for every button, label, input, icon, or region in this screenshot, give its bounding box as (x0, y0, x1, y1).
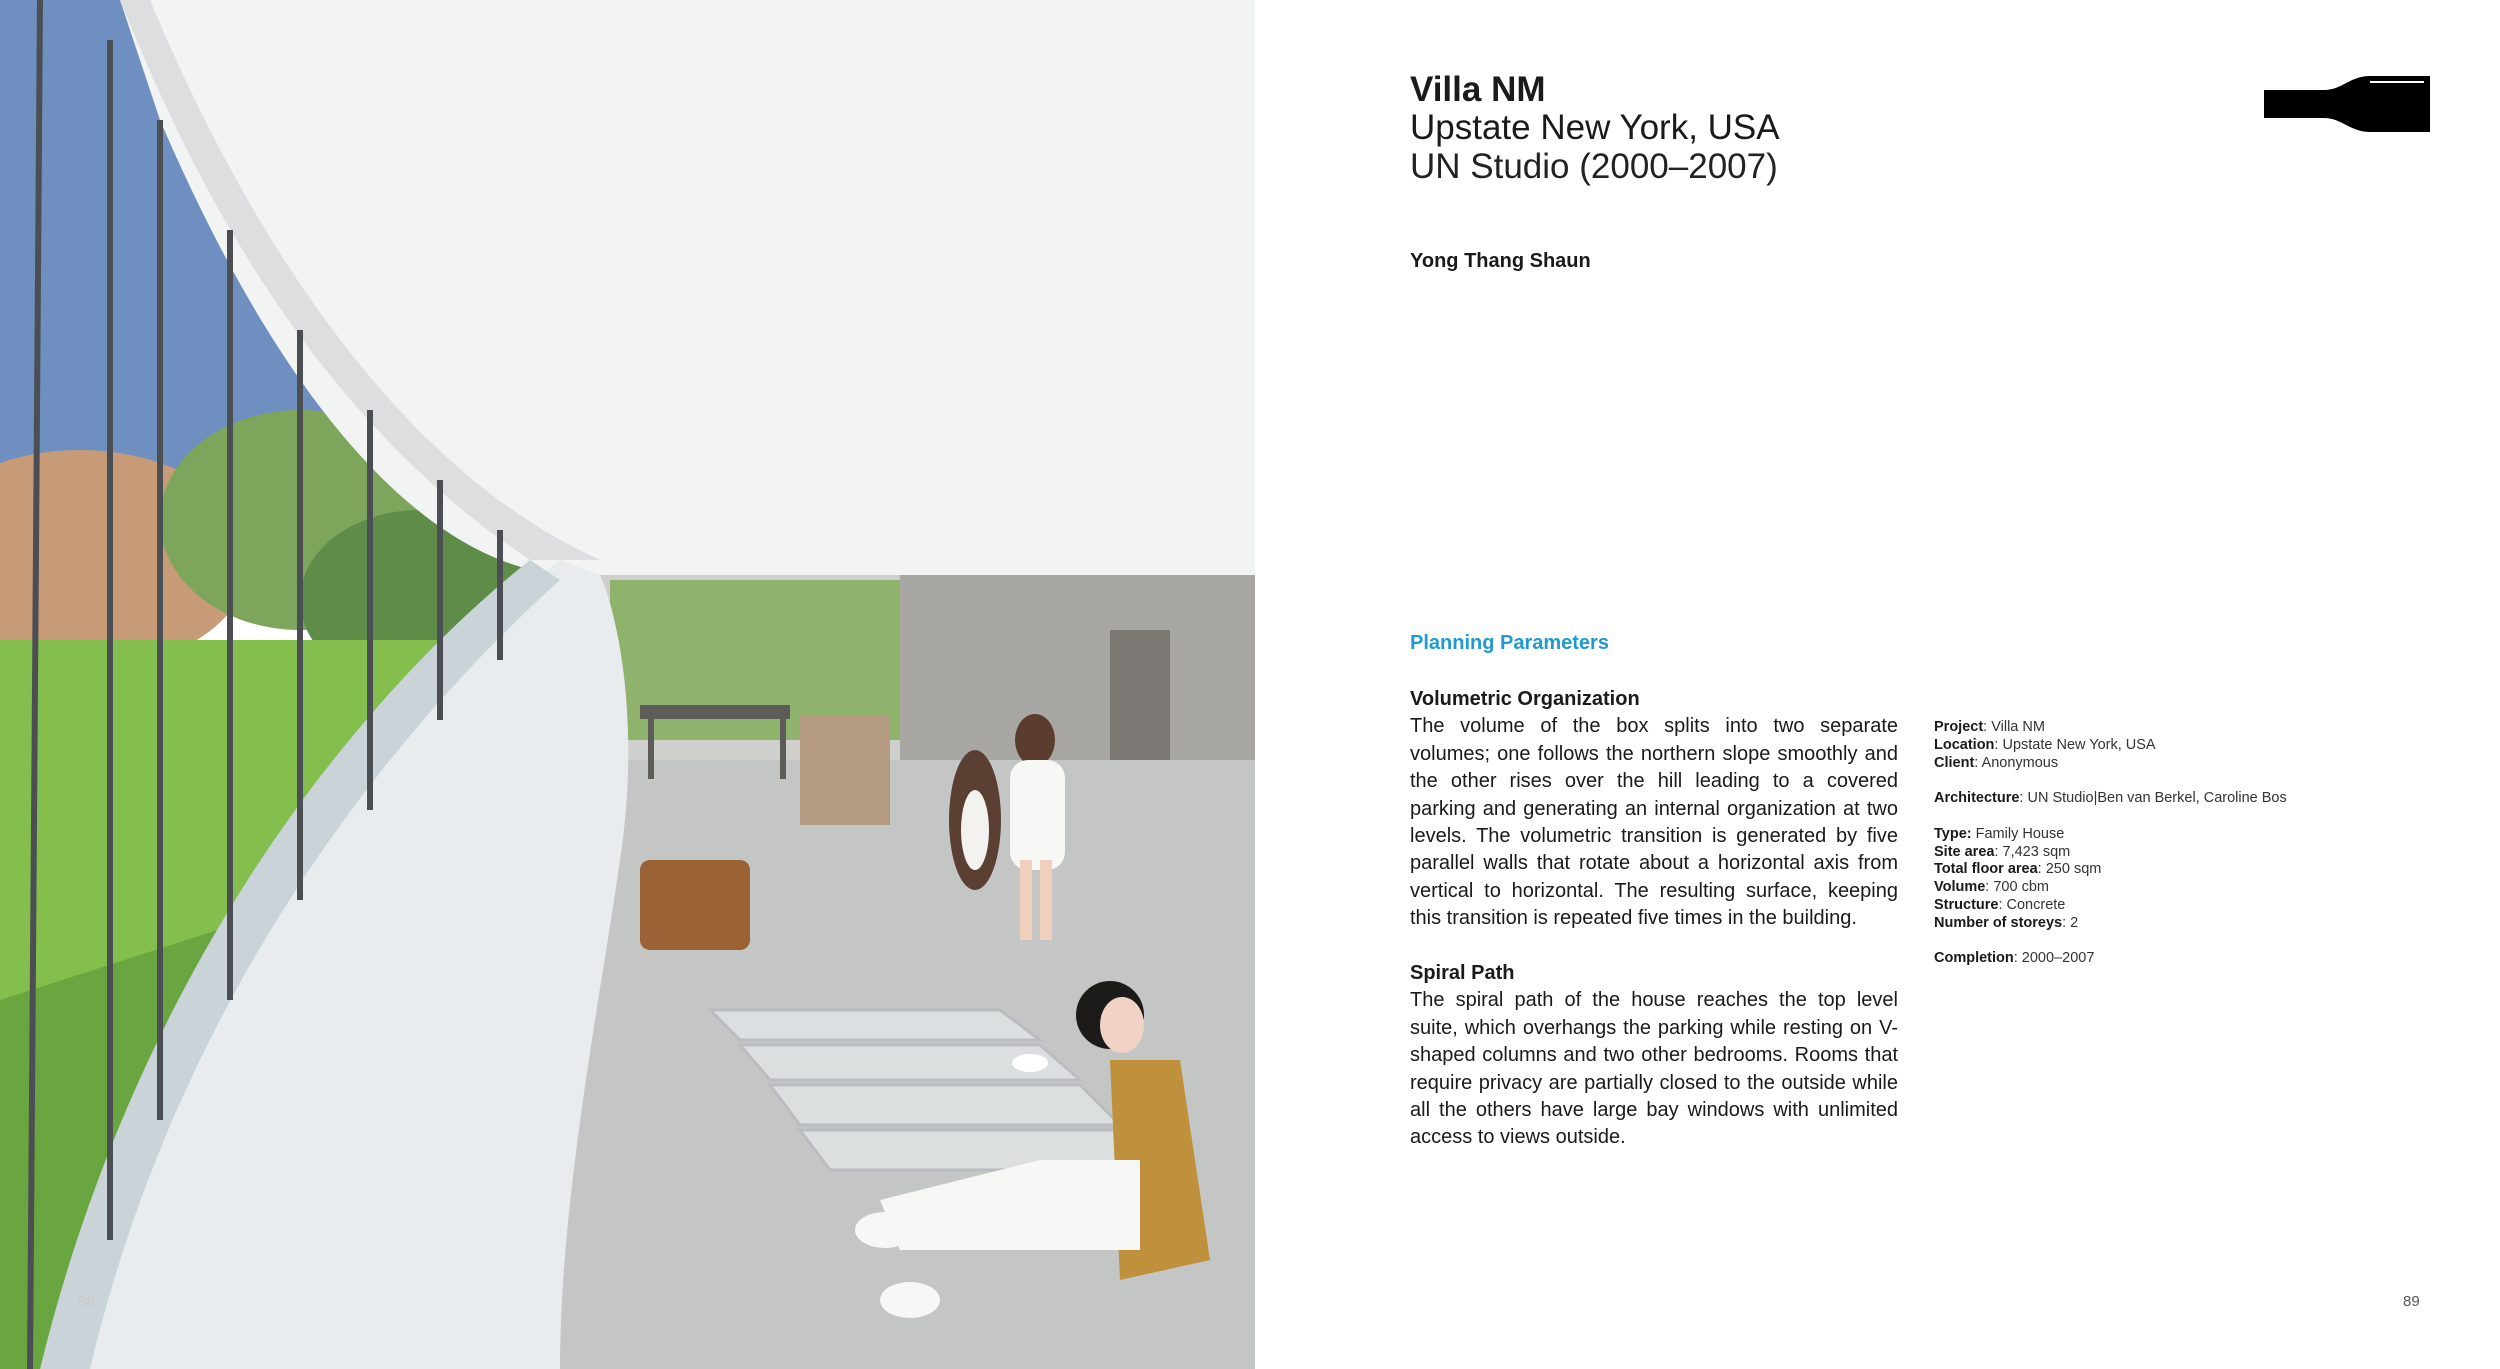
project-title: Villa NM (1410, 70, 1546, 109)
fact-project: Project: Villa NM (1934, 719, 2045, 735)
author-name: Yong Thang Shaun (1410, 250, 1591, 272)
project-facts (1934, 719, 2454, 968)
fact-completion: Completion: 2000–2007 (1934, 950, 2095, 967)
section-heading: Volumetric Organization (1410, 688, 1640, 710)
fact-client: Client: Anonymous (1934, 754, 2059, 771)
section-paragraph: The volume of the box splits into two separate volumes; one follows the northern slope smoothly and the other rises over the hill leading to a covered parking and generating an internal organization at two levels. The volumetric transition is generated by five parallel walls that rotate about a horizontal axis from vertical to horizontal. The resulting surface, keeping this transition is repeated five times in the building. (1410, 715, 1898, 930)
body-text (1410, 686, 1898, 1152)
fact-site-area: Site area: 7,423 sqm (1934, 843, 2071, 860)
page-number-right: 89 (2403, 1293, 2420, 1310)
text-page (1255, 0, 2500, 1369)
planning-parameters-heading: Planning Parameters (1410, 632, 1609, 654)
project-location: Upstate New York, USA (1410, 108, 1780, 147)
fact-type: Type: Family House (1934, 825, 2065, 842)
fact-architecture: Architecture: UN Studio|Ben van Berkel, Caroline Bos (1934, 790, 2287, 807)
section-paragraph: The spiral path of the house reaches the top level suite, which overhangs the parking while resting on V-shaped columns and two other bedrooms. Rooms that require privacy are partially closed to the outside while all the others have large bay windows with unlimited access to views outside. (1410, 989, 1898, 1149)
section-heading: Spiral Path (1410, 962, 1515, 985)
fact-total-floor-area: Total floor area: 250 sqm (1934, 861, 2102, 878)
fact-structure: Structure: Concrete (1934, 896, 2066, 913)
page-number-left: 88 (78, 1293, 95, 1310)
fact-number-of-storeys: Number of storeys: 2 (1934, 914, 2079, 931)
building-section-icon (2262, 74, 2434, 136)
fact-location: Location: Upstate New York, USA (1934, 736, 2156, 753)
architect-and-years: UN Studio (2000–2007) (1410, 147, 1778, 186)
fact-volume: Volume: 700 cbm (1934, 879, 2049, 896)
